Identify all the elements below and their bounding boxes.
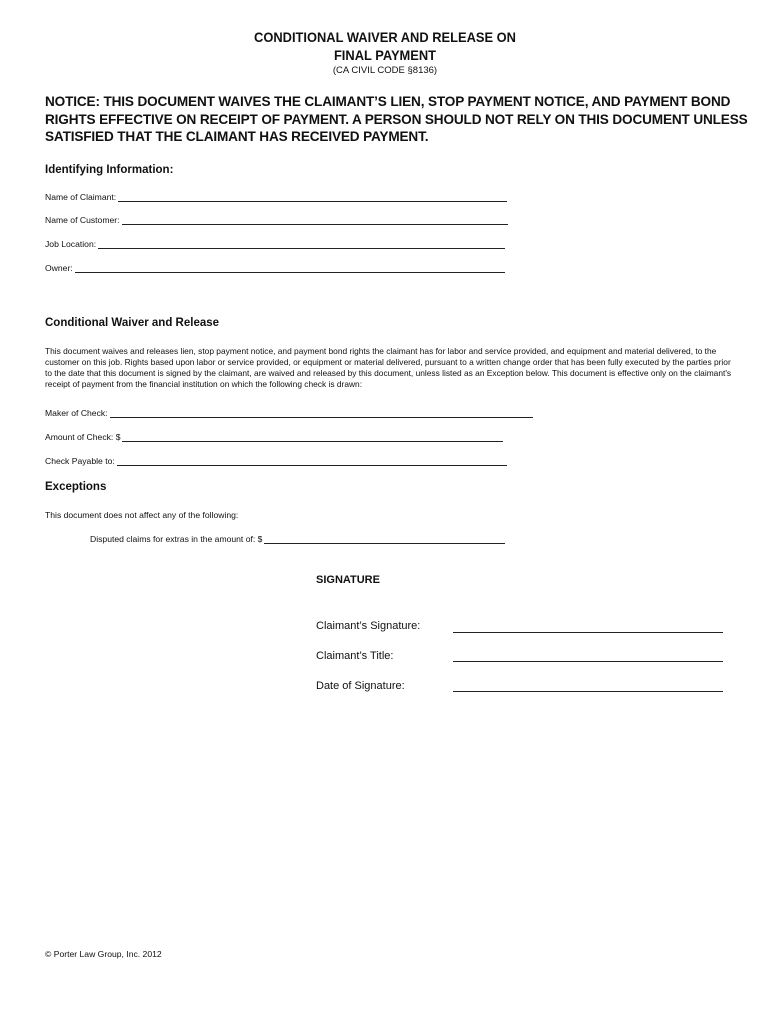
- waiver-body-line: receipt of payment from the financial institution on which the following check is drawn:: [45, 379, 363, 389]
- conditional-waiver-heading: Conditional Waiver and Release: [45, 317, 220, 329]
- job-location-field[interactable]: [98, 239, 505, 249]
- check-payable-to-label: Check Payable to:: [45, 456, 115, 466]
- customer-name-field[interactable]: [122, 215, 508, 225]
- notice-line: SATISFIED THAT THE CLAIMANT HAS RECEIVED PAYMENT.: [45, 129, 429, 144]
- exceptions-intro-text: This document does not affect any of the following:: [45, 510, 239, 520]
- disputed-claims-row: [90, 534, 505, 544]
- claimant-title-label: Claimant’s Title:: [316, 650, 394, 662]
- amount-of-check-row: [45, 432, 503, 442]
- exceptions-heading: Exceptions: [45, 481, 107, 493]
- job-location-row: [45, 239, 505, 249]
- exceptions-intro: [45, 510, 238, 520]
- waiver-body-line: customer on this job. Rights based upon labor or service provided, or equipment or material delivered, pursuant to a written change order that has been fully executed by the parties prior: [45, 357, 731, 367]
- maker-of-check-row: [45, 408, 533, 418]
- amount-of-check-label: Amount of Check: $: [45, 432, 121, 442]
- check-payable-to-row: [45, 456, 507, 466]
- owner-label: Owner:: [45, 263, 73, 273]
- copyright-footer: © Porter Law Group, Inc. 2012: [45, 949, 162, 959]
- disputed-claims-field[interactable]: [264, 534, 505, 544]
- claimant-name-row: [45, 192, 507, 202]
- notice-line: NOTICE: THIS DOCUMENT WAIVES THE CLAIMANT’S LIEN, STOP PAYMENT NOTICE, AND PAYMENT BOND: [45, 94, 731, 109]
- civil-code-citation: (CA CIVIL CODE §8136): [332, 65, 438, 76]
- identifying-information-heading: Identifying Information:: [45, 164, 174, 176]
- date-of-signature-field[interactable]: [453, 691, 723, 692]
- customer-name-row: [45, 215, 508, 225]
- claimant-signature-label: Claimant’s Signature:: [316, 620, 421, 632]
- notice-block: [45, 93, 748, 146]
- maker-of-check-field[interactable]: [110, 408, 533, 418]
- amount-of-check-field[interactable]: [122, 432, 503, 442]
- owner-field[interactable]: [75, 263, 505, 273]
- owner-row: [45, 263, 505, 273]
- job-location-label: Job Location:: [45, 239, 97, 249]
- waiver-body-line: to the date that this document is signed by the claimant, are waived and released by this document, unless listed as an Exception below. This document is effective only on the claimant's: [45, 368, 732, 378]
- claimant-name-label: Name of Claimant:: [45, 192, 117, 202]
- waiver-body-text: [45, 346, 732, 390]
- claimant-name-field[interactable]: [118, 192, 507, 202]
- disputed-claims-label: Disputed claims for extras in the amount of: $: [90, 534, 263, 544]
- document-title-line1: CONDITIONAL WAIVER AND RELEASE ON: [254, 29, 516, 45]
- waiver-body-line: This document waives and releases lien, stop payment notice, and payment bond rights the claimant has for labor and service provided, and equipment and material delivered, to the: [45, 346, 717, 356]
- maker-of-check-label: Maker of Check:: [45, 408, 108, 418]
- claimant-title-field[interactable]: [453, 661, 723, 662]
- signature-heading: SIGNATURE: [316, 574, 380, 586]
- date-of-signature-label: Date of Signature:: [316, 680, 405, 692]
- document-title-line2: FINAL PAYMENT: [333, 47, 437, 63]
- claimant-signature-field[interactable]: [453, 632, 723, 633]
- notice-line: RIGHTS EFFECTIVE ON RECEIPT OF PAYMENT. A PERSON SHOULD NOT RELY ON THIS DOCUMENT UNLESS: [45, 111, 748, 127]
- customer-name-label: Name of Customer:: [45, 215, 120, 225]
- check-payable-to-field[interactable]: [117, 456, 507, 466]
